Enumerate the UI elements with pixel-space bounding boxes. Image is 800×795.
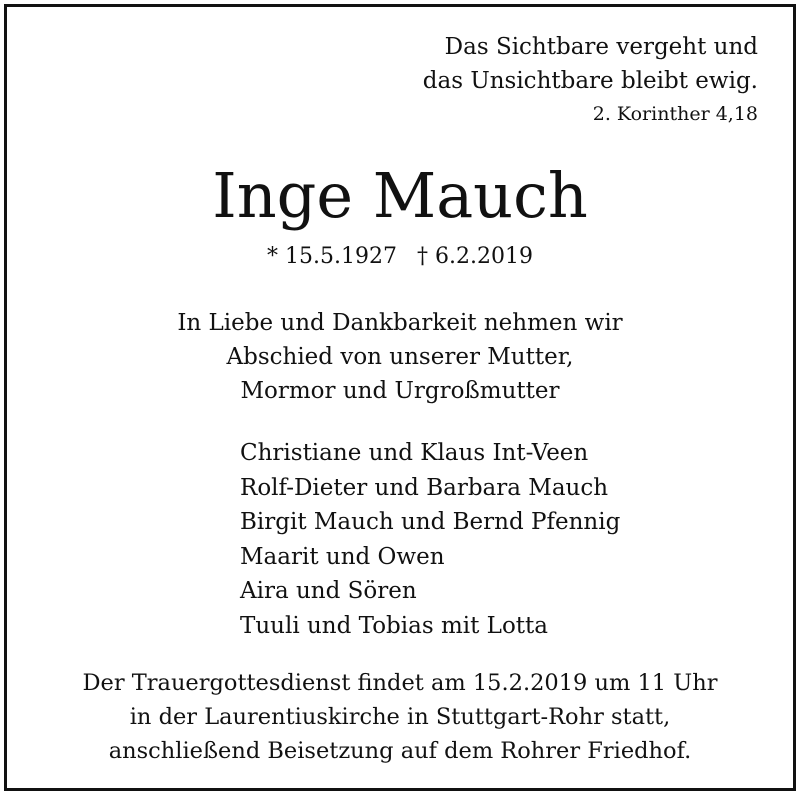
mourner-entry: Christiane und Klaus Int-Veen [240, 440, 589, 466]
mourner-entry: Aira und Sören [240, 578, 417, 604]
verse-line: das Unsichtbare bleibt ewig. [422, 68, 758, 94]
message-line: Abschied von unserer Mutter, [226, 344, 574, 370]
mourners-list [240, 436, 620, 643]
mourner-entry: Birgit Mauch und Bernd Pfennig [240, 509, 621, 535]
message-line: Mormor und Urgroßmutter [240, 378, 560, 404]
service-line: anschließend Beisetzung auf dem Rohrer Friedhof. [108, 738, 692, 764]
service-line: in der Laurentiuskirche in Stuttgart-Rohr statt, [129, 704, 671, 730]
bible-verse [423, 30, 758, 128]
death-date: † 6.2.2019 [417, 244, 533, 269]
life-dates [0, 242, 800, 272]
mourner-entry: Rolf-Dieter und Barbara Mauch [240, 474, 609, 501]
birth-date: * 15.5.1927 [267, 244, 397, 269]
deceased-name: Inge Mauch [212, 159, 588, 232]
mourner-entry: Tuuli und Tobias mit Lotta [240, 612, 548, 639]
farewell-message [0, 306, 800, 408]
mourner-entry: Maarit und Owen [240, 543, 445, 570]
verse-reference: 2. Korinther 4,18 [592, 103, 758, 125]
verse-line: Das Sichtbare vergeht und [444, 34, 758, 60]
service-line: Der Trauergottesdienst findet am 15.2.2019 um 11 Uhr [82, 670, 718, 696]
funeral-service-info [0, 666, 800, 768]
message-line: In Liebe und Dankbarkeit nehmen wir [177, 310, 623, 336]
